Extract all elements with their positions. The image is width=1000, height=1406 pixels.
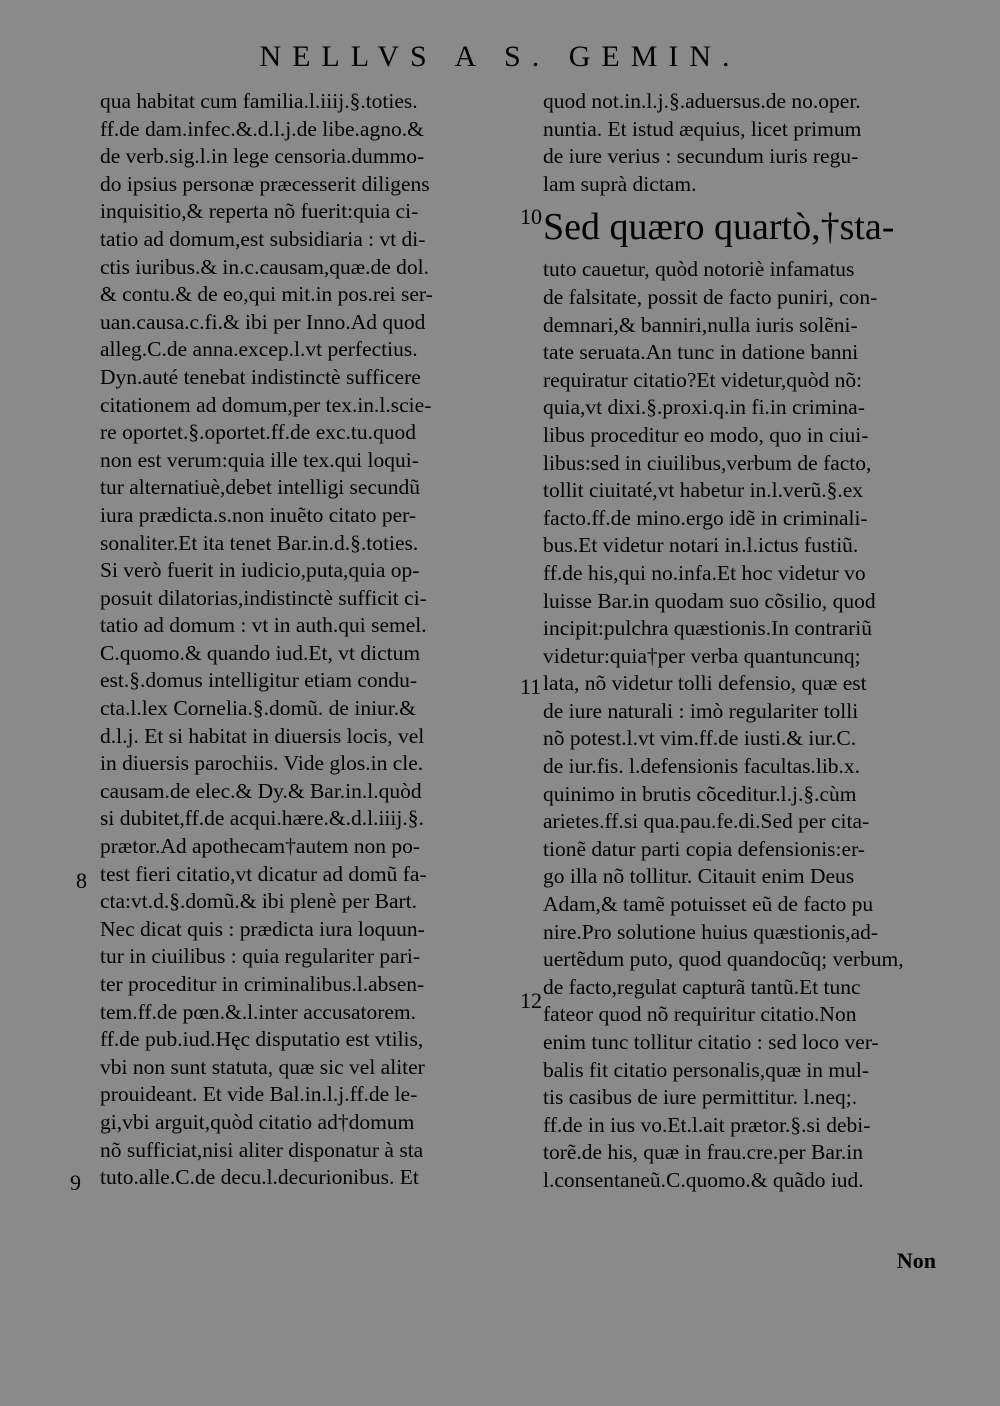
text-line: bus.Et videtur notari in.l.ictus fustiũ.	[543, 533, 859, 558]
text-line: torẽ.de his, quæ in frau.cre.per Bar.in	[543, 1140, 864, 1165]
text-line: tur alternatiuè,debet intelligi secundũ	[100, 475, 421, 500]
text-line: d.l.j. Et si habitat in diuersis locis, vel	[100, 723, 425, 748]
marginal-number-12: 12	[520, 988, 542, 1013]
text-line: de iure verius : secundum iuris regu-	[543, 144, 859, 169]
text-line: quia,vt dixi.§.proxi.q.in fi.in crimina-	[543, 395, 865, 420]
text-line: Dyn.auté tenebat indistinctè sufficere	[100, 364, 421, 389]
text-line: tollit ciuitaté,vt habetur in.l.verũ.§.ex	[543, 478, 864, 503]
text-line: Nec dicat quis : prædicta iura loquun-	[100, 916, 425, 941]
text-line: tatio ad domum,est subsidiaria : vt di-	[100, 226, 426, 251]
text-line: ff.de in ius vo.Et.l.ait prætor.§.si debi-	[543, 1112, 871, 1137]
text-line: prouideant. Et vide Bal.in.l.j.ff.de le-	[100, 1082, 418, 1107]
text-line: tatio ad domum : vt in auth.qui semel.	[100, 613, 427, 638]
text-line: ff.de pub.iud.Hęc disputatio est vtilis,	[100, 1027, 424, 1052]
text-line: cta:vt.d.§.domũ.& ibi plenè per Bart.	[100, 889, 418, 914]
text-line: & contu.& de eo,qui mit.in pos.rei ser-	[100, 282, 433, 307]
text-line: nire.Pro solutione huius quæstionis,ad-	[543, 919, 879, 944]
text-line: enim tunc tollitur citatio : sed loco ver-	[543, 1030, 879, 1054]
text-line: ter proceditur in criminalibus.l.absen-	[100, 972, 425, 996]
right-text-column	[543, 88, 958, 1195]
text-line: luisse Bar.in quodam suo cõsilio, quod	[543, 588, 876, 613]
left-text-column	[100, 88, 510, 1192]
text-line: tis casibus de iure permittitur. l.neq;.	[543, 1085, 858, 1110]
text-line: nõ potest.l.vt vim.ff.de iusti.& iur.C.	[543, 726, 857, 751]
text-line: qua habitat cum familia.l.iiij.§.toties.	[100, 89, 418, 113]
catchword: Non	[896, 1248, 936, 1273]
text-line: est.§.domus intelligitur etiam condu-	[100, 668, 418, 693]
text-line: in diuersis parochiis. Vide glos.in cle.	[100, 751, 424, 776]
text-line: tur in ciuilibus : quia regulariter pari-	[100, 944, 421, 969]
text-line: de falsitate, possit de facto puniri, con-	[543, 284, 878, 309]
text-line: Sed quæro quartò,†sta-	[543, 206, 895, 249]
text-line: videtur:quia†per verba quantuncunq;	[543, 643, 861, 668]
text-line: fateor quod nõ requiritur citatio.Non	[543, 1002, 857, 1027]
text-line: facto.ff.de mino.ergo idẽ in criminali-	[543, 505, 868, 530]
text-line: lam suprà dictam.	[543, 171, 697, 196]
text-line: iura prædicta.s.non inuẽto citato per-	[100, 502, 417, 527]
text-line: nuntia. Et istud æquius, licet primum	[543, 116, 862, 141]
text-line: balis fit citatio personalis,quæ in mul-	[543, 1057, 870, 1082]
text-line: test fieri citatio,vt dicatur ad domũ fa-	[100, 861, 427, 886]
text-line: si dubitet,ff.de acqui.hære.&.d.l.iiij.§.	[100, 806, 424, 831]
text-line: C.quomo.& quando iud.Et, vt dictum	[100, 640, 421, 665]
text-line: tionẽ datur parti copia defensionis:er-	[543, 836, 865, 861]
text-line: ctis iuribus.& in.c.causam,quæ.de dol.	[100, 254, 430, 279]
text-line: alleg.C.de anna.excep.l.vt perfectius.	[100, 337, 418, 362]
text-line: causam.de elec.& Dy.& Bar.in.l.quòd	[100, 778, 422, 803]
text-line: do ipsius personæ præcesserit diligens	[100, 171, 430, 196]
text-line: demnari,& banniri,nulla iuris solẽni-	[543, 312, 858, 337]
marginal-number-8: 8	[76, 868, 87, 893]
text-line: uertẽdum puto, quod quandocũq; verbum,	[543, 947, 904, 972]
text-line: ff.de dam.infec.&.d.l.j.de libe.agno.&	[100, 116, 424, 141]
marginal-number-9: 9	[70, 1170, 81, 1195]
text-line: inquisitio,& reperta nõ fuerit:quia ci-	[100, 199, 419, 224]
text-line: quod not.in.l.j.§.aduersus.de no.oper.	[543, 89, 861, 113]
text-line: tuto cauetur, quòd notoriè infamatus	[543, 257, 855, 282]
text-line: libus proceditur eo modo, quo in ciui-	[543, 422, 869, 447]
page-header: NELLVS A S. GEMIN.	[259, 40, 741, 73]
marginal-number-10: 10	[520, 204, 542, 229]
text-line: libus:sed in ciuilibus,verbum de facto,	[543, 450, 872, 475]
text-line: requiratur citatio?Et videtur,quòd nõ:	[543, 367, 863, 392]
text-line: de facto,regulat capturã tantũ.Et tunc	[543, 974, 861, 999]
text-line: tem.ff.de pœn.&.l.inter accusatorem.	[100, 999, 417, 1024]
text-line: tuto.alle.C.de decu.l.decurionibus. Et	[100, 1165, 419, 1190]
text-line: Si verò fuerit in iudicio,puta,quia op-	[100, 558, 420, 583]
text-line: cta.l.lex Cornelia.§.domũ. de iniur.&	[100, 696, 416, 721]
text-line: quinimo in brutis cõceditur.l.j.§.cùm	[543, 781, 857, 806]
text-line: sonaliter.Et ita tenet Bar.in.d.§.toties.	[100, 530, 419, 555]
text-line: re oportet.§.oportet.ff.de exc.tu.quod	[100, 420, 417, 445]
text-line: non est verum:quia ille tex.qui loqui-	[100, 447, 419, 472]
text-line: de iur.fis. l.defensionis facultas.lib.x.	[543, 754, 861, 779]
text-line: tate seruata.An tunc in datione banni	[543, 340, 859, 365]
text-line: de iure naturali : imò regulariter tolli	[543, 698, 859, 723]
text-line: arietes.ff.si qua.pau.fe.di.Sed per cita-	[543, 809, 870, 834]
text-line: incipit:pulchra quæstionis.In contrariũ	[543, 616, 873, 641]
text-line: posuit dilatorias,indistinctè sufficit ci-	[100, 585, 427, 610]
marginal-number-11: 11	[520, 674, 542, 699]
text-line: l.consentaneũ.C.quomo.& quãdo iud.	[543, 1167, 864, 1192]
text-line: uan.causa.c.fi.& ibi per Inno.Ad quod	[100, 309, 426, 334]
text-line: go illa nõ tollitur. Citauit enim Deus	[543, 864, 855, 889]
text-line: vbi non sunt statuta, quæ sic vel aliter	[100, 1054, 425, 1079]
text-line: lata, nõ videtur tolli defensio, quæ est	[543, 671, 867, 696]
text-line: ff.de his,qui no.infa.Et hoc videtur vo	[543, 560, 866, 585]
text-line: de verb.sig.l.in lege censoria.dummo-	[100, 144, 425, 169]
text-line: nõ sufficiat,nisi aliter disponatur à sta	[100, 1137, 424, 1162]
text-line: Adam,& tamẽ potuisset eũ de facto pu	[543, 892, 874, 917]
text-line: citationem ad domum,per tex.in.l.scie-	[100, 392, 432, 417]
text-line: prætor.Ad apothecam†autem non po-	[100, 834, 421, 859]
text-line: gi,vbi arguit,quòd citatio ad†domum	[100, 1109, 415, 1134]
